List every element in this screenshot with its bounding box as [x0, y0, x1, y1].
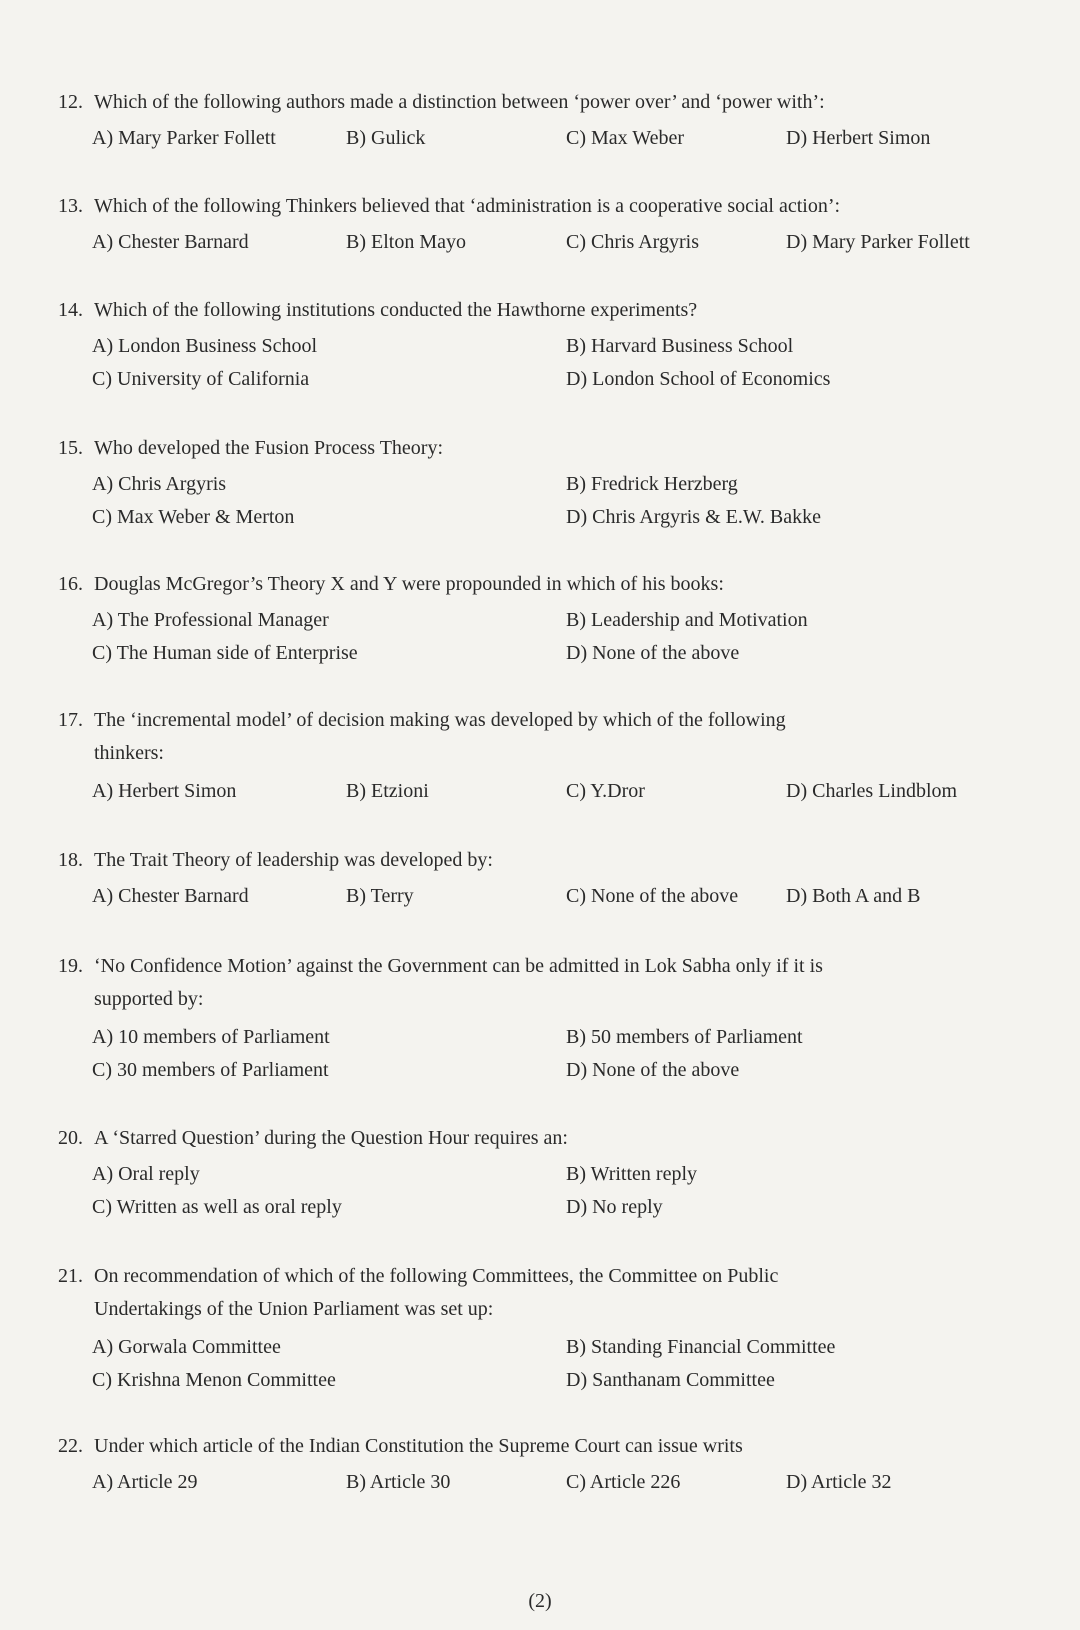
options-row [58, 231, 1020, 264]
options-row [58, 127, 1020, 160]
question-20 [58, 1122, 1020, 1229]
question-22 [58, 1430, 1020, 1504]
options-row [58, 1026, 1020, 1059]
options-row [58, 885, 1020, 918]
question-number: 14. [58, 299, 83, 321]
question-text: ‘No Confidence Motion’ against the Government can be admitted in Lok Sabha only if it is [94, 955, 823, 977]
option-c: C) Article 226 [566, 1471, 681, 1493]
question-text-continued: thinkers: [94, 742, 164, 764]
option-a: A) Oral reply [92, 1163, 200, 1185]
option-c: C) Y.Dror [566, 780, 645, 802]
option-c: C) 30 members of Parliament [92, 1059, 329, 1081]
option-c: C) Max Weber & Merton [92, 506, 295, 528]
option-d: D) Both A and B [786, 885, 921, 907]
option-d: D) Charles Lindblom [786, 780, 958, 802]
question-number: 21. [58, 1265, 83, 1287]
question-number: 15. [58, 437, 83, 459]
option-b: B) Standing Financial Committee [566, 1336, 836, 1358]
options-row [58, 780, 1020, 813]
question-text: Which of the following Thinkers believed that ‘administration is a cooperative social action’: [94, 195, 841, 217]
question-text: Douglas McGregor’s Theory X and Y were propounded in which of his books: [94, 573, 724, 595]
option-a: A) London Business School [92, 335, 317, 357]
option-a: A) Mary Parker Follett [92, 127, 276, 149]
question-text: Which of the following authors made a distinction between ‘power over’ and ‘power with’: [94, 91, 825, 113]
option-c: C) Max Weber [566, 127, 684, 149]
options-row [58, 506, 1020, 539]
option-d: D) Article 32 [786, 1471, 892, 1493]
option-d: D) London School of Economics [566, 368, 831, 390]
option-a: A) Chester Barnard [92, 231, 249, 253]
option-c: C) The Human side of Enterprise [92, 642, 358, 664]
option-d: D) No reply [566, 1196, 663, 1218]
question-text: The ‘incremental model’ of decision making was developed by which of the following [94, 709, 786, 731]
option-a: A) Gorwala Committee [92, 1336, 281, 1358]
question-number: 13. [58, 195, 83, 217]
question-number: 18. [58, 849, 83, 871]
options-row [58, 1336, 1020, 1369]
question-12 [58, 86, 1020, 160]
option-a: A) Chris Argyris [92, 473, 227, 495]
question-text: The Trait Theory of leadership was developed by: [94, 849, 493, 871]
option-c: C) Krishna Menon Committee [92, 1369, 336, 1391]
question-text-continued: supported by: [94, 988, 204, 1010]
option-c: C) None of the above [566, 885, 739, 907]
option-d: D) Herbert Simon [786, 127, 931, 149]
question-18 [58, 844, 1020, 918]
question-number: 19. [58, 955, 83, 977]
question-number: 20. [58, 1127, 83, 1149]
option-a: A) Chester Barnard [92, 885, 249, 907]
options-row [58, 1163, 1020, 1196]
option-a: A) Article 29 [92, 1471, 198, 1493]
question-number: 22. [58, 1435, 83, 1457]
option-d: D) None of the above [566, 642, 740, 664]
question-17 [58, 704, 1020, 813]
question-14 [58, 294, 1020, 401]
option-a: A) Herbert Simon [92, 780, 237, 802]
question-21 [58, 1260, 1020, 1402]
page-number: (2) [528, 1590, 552, 1612]
question-number: 12. [58, 91, 83, 113]
option-d: D) Mary Parker Follett [786, 231, 970, 253]
option-d: D) Santhanam Committee [566, 1369, 775, 1391]
question-text: Who developed the Fusion Process Theory: [94, 437, 444, 459]
options-row [58, 1059, 1020, 1092]
option-d: D) None of the above [566, 1059, 740, 1081]
options-row [58, 1471, 1020, 1504]
question-16 [58, 568, 1020, 675]
options-row [58, 609, 1020, 642]
options-row [58, 335, 1020, 368]
option-b: B) Article 30 [346, 1471, 451, 1493]
question-text: On recommendation of which of the following Committees, the Committee on Public [94, 1265, 779, 1287]
question-text-continued: Undertakings of the Union Parliament was set up: [94, 1298, 494, 1320]
option-c: C) Written as well as oral reply [92, 1196, 342, 1218]
option-b: B) Written reply [566, 1163, 698, 1185]
option-b: B) 50 members of Parliament [566, 1026, 803, 1048]
question-text: Under which article of the Indian Constitution the Supreme Court can issue writs [94, 1435, 743, 1457]
option-d: D) Chris Argyris & E.W. Bakke [566, 506, 821, 528]
options-row [58, 1369, 1020, 1402]
option-b: B) Elton Mayo [346, 231, 466, 253]
options-row [58, 368, 1020, 401]
option-b: B) Gulick [346, 127, 426, 149]
option-b: B) Fredrick Herzberg [566, 473, 738, 495]
question-text: Which of the following institutions conducted the Hawthorne experiments? [94, 299, 698, 321]
option-c: C) Chris Argyris [566, 231, 699, 253]
option-a: A) 10 members of Parliament [92, 1026, 330, 1048]
options-row [58, 642, 1020, 675]
option-b: B) Terry [346, 885, 414, 907]
question-19 [58, 950, 1020, 1092]
options-row [58, 1196, 1020, 1229]
option-c: C) University of California [92, 368, 310, 390]
option-b: B) Etzioni [346, 780, 429, 802]
option-b: B) Leadership and Motivation [566, 609, 808, 631]
option-b: B) Harvard Business School [566, 335, 794, 357]
question-number: 17. [58, 709, 83, 731]
options-row [58, 473, 1020, 506]
question-number: 16. [58, 573, 83, 595]
option-a: A) The Professional Manager [92, 609, 329, 631]
question-text: A ‘Starred Question’ during the Question Hour requires an: [94, 1127, 568, 1149]
question-13 [58, 190, 1020, 264]
question-15 [58, 432, 1020, 539]
